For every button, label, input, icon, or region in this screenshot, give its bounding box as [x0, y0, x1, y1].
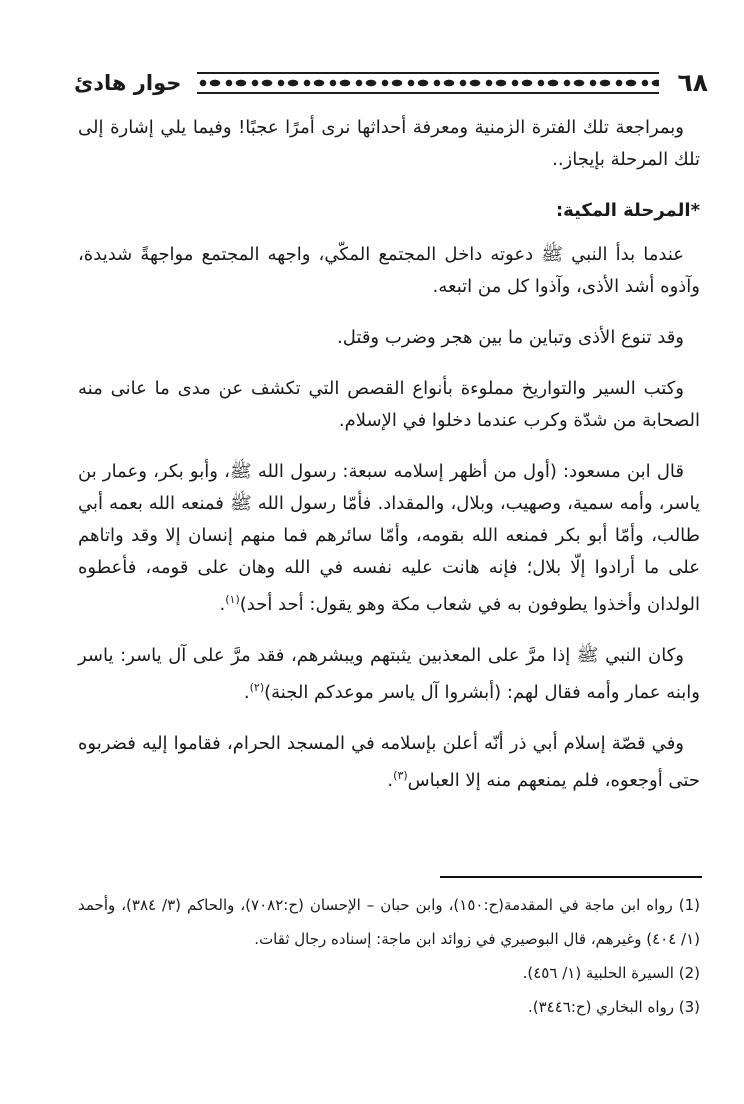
ibn-masud-text: قال ابن مسعود: (أول من أظهر إسلامه سبعة: رسول الله ﷺ، وأبو بكر، وعمار بن ياسر، وأمه سمية، وصهيب، وبلال، والمقداد. فأمّا رسول الله ﷺ فمنعه الله بعمه أبي طالب، وأمّا أبو بكر فمنعه الله بقومه، وأمّا سائرهم فما منهم إنسان إلا وقد واتاهم على ما أرادوا إلّا بلال؛ فإنه هانت عليه نفسه في الله وهان على قومه، فأعطوه الولدان وأخذوا يطوفون به في شعاب مكة وهو يقول: أحد أحد)	[78, 461, 700, 615]
footnote-ref-3[interactable]: (٣)	[393, 769, 408, 782]
section-heading-meccan-period: *المرحلة المكية:	[555, 200, 700, 221]
footnote-3: (3) رواه البخاري (ح:٣٤٤٦).	[527, 998, 700, 1016]
paragraph-intro: وبمراجعة تلك الفترة الزمنية ومعرفة أحداثها نرى أمرًا عجبًا! وفيما يلي إشارة إلى تلك المرحلة بإيجاز..	[78, 117, 700, 170]
footnote-ref-1[interactable]: (١)	[225, 593, 240, 606]
paragraph-yasir-family: وكان النبي ﷺ إذا مرَّ على المعذبين يثبتهم ويبشرهم، فقد مرَّ على آل ياسر: ياسر وابنه عمار وأمه فقال لهم: (أبشروا آل ياسر موعدكم الجنة)$^{(٢)}$.	[78, 645, 700, 703]
header-ornament	[197, 72, 659, 94]
footnotes	[78, 888, 700, 1024]
paragraph-history-books: وكتب السير والتواريخ مملوءة بأنواع القصص التي تكشف عن مدى ما عانى منه الصحابة من شدّة وكرب عندما دخلوا في الإسلام.	[78, 378, 700, 431]
footnote-separator	[440, 876, 702, 878]
paragraph-ibn-masud-quote: قال ابن مسعود: (أول من أظهر إسلامه سبعة: رسول الله ﷺ، وأبو بكر، وعمار بن ياسر، وأمه سمية، وصهيب، وبلال، والمقداد. فأمّا رسول الله ﷺ فمنعه الله بعمه أبي طالب، وأمّا أبو بكر فمنعه الله بقومه، وأمّا سائرهم فما منهم إنسان إلا وقد واتاهم على ما أرادوا إلّا بلال؛ فإنه هانت عليه نفسه في الله وهان على قومه، فأعطوه الولدان وأخذوا يطوفون به في شعاب مكة وهو يقول: أحد أحد)$^{(١)}$.	[78, 461, 700, 615]
paragraph-abu-dhar: وفي قصّة إسلام أبي ذر أنّه أعلن بإسلامه في المسجد الحرام، فقاموا إليه فضربوه حتى أوجعوه، فلم يمنعهم منه إلا العباس$^{(٣)}$.	[78, 733, 700, 791]
page-number: ٦٨	[677, 68, 708, 97]
footnote-2: (2) السيرة الحلبية (١/ ٤٥٦).	[522, 964, 700, 982]
paragraph-persecution-start: عندما بدأ النبي ﷺ دعوته داخل المجتمع المكّي، واجهه المجتمع مواجهةً شديدة، وآذوه أشد الأذى، وآذوا كل من اتبعه.	[78, 244, 700, 297]
book-title: حوار هادئ	[74, 71, 182, 95]
abu-dhar-text: وفي قصّة إسلام أبي ذر أنّه أعلن بإسلامه في المسجد الحرام، فقاموا إليه فضربوه حتى أوجعوه، فلم يمنعهم منه إلا العباس	[78, 733, 700, 791]
paragraph-types-of-harm: وقد تنوع الأذى وتباين ما بين هجر وضرب وقتل.	[337, 327, 684, 348]
footnote-ref-2[interactable]: (٢)	[249, 681, 265, 694]
main-text	[78, 112, 700, 816]
yasir-family-text: وكان النبي ﷺ إذا مرَّ على المعذبين يثبتهم ويبشرهم، فقد مرَّ على آل ياسر: ياسر وابنه عمار وأمه فقال لهم: (أبشروا آل ياسر موعدكم الجنة)	[78, 645, 700, 703]
footnote-1: (1) رواه ابن ماجة في المقدمة(ح:١٥٠)، وابن حبان – الإحسان (ح:٧٠٨٢)، والحاكم (٣/ ٣٨٤)، وأحمد (١/ ٤٠٤) وغيرهم، قال البوصيري في زوائد ابن ماجة: إسناده رجال ثقات.	[78, 896, 700, 948]
page-header	[74, 66, 708, 100]
